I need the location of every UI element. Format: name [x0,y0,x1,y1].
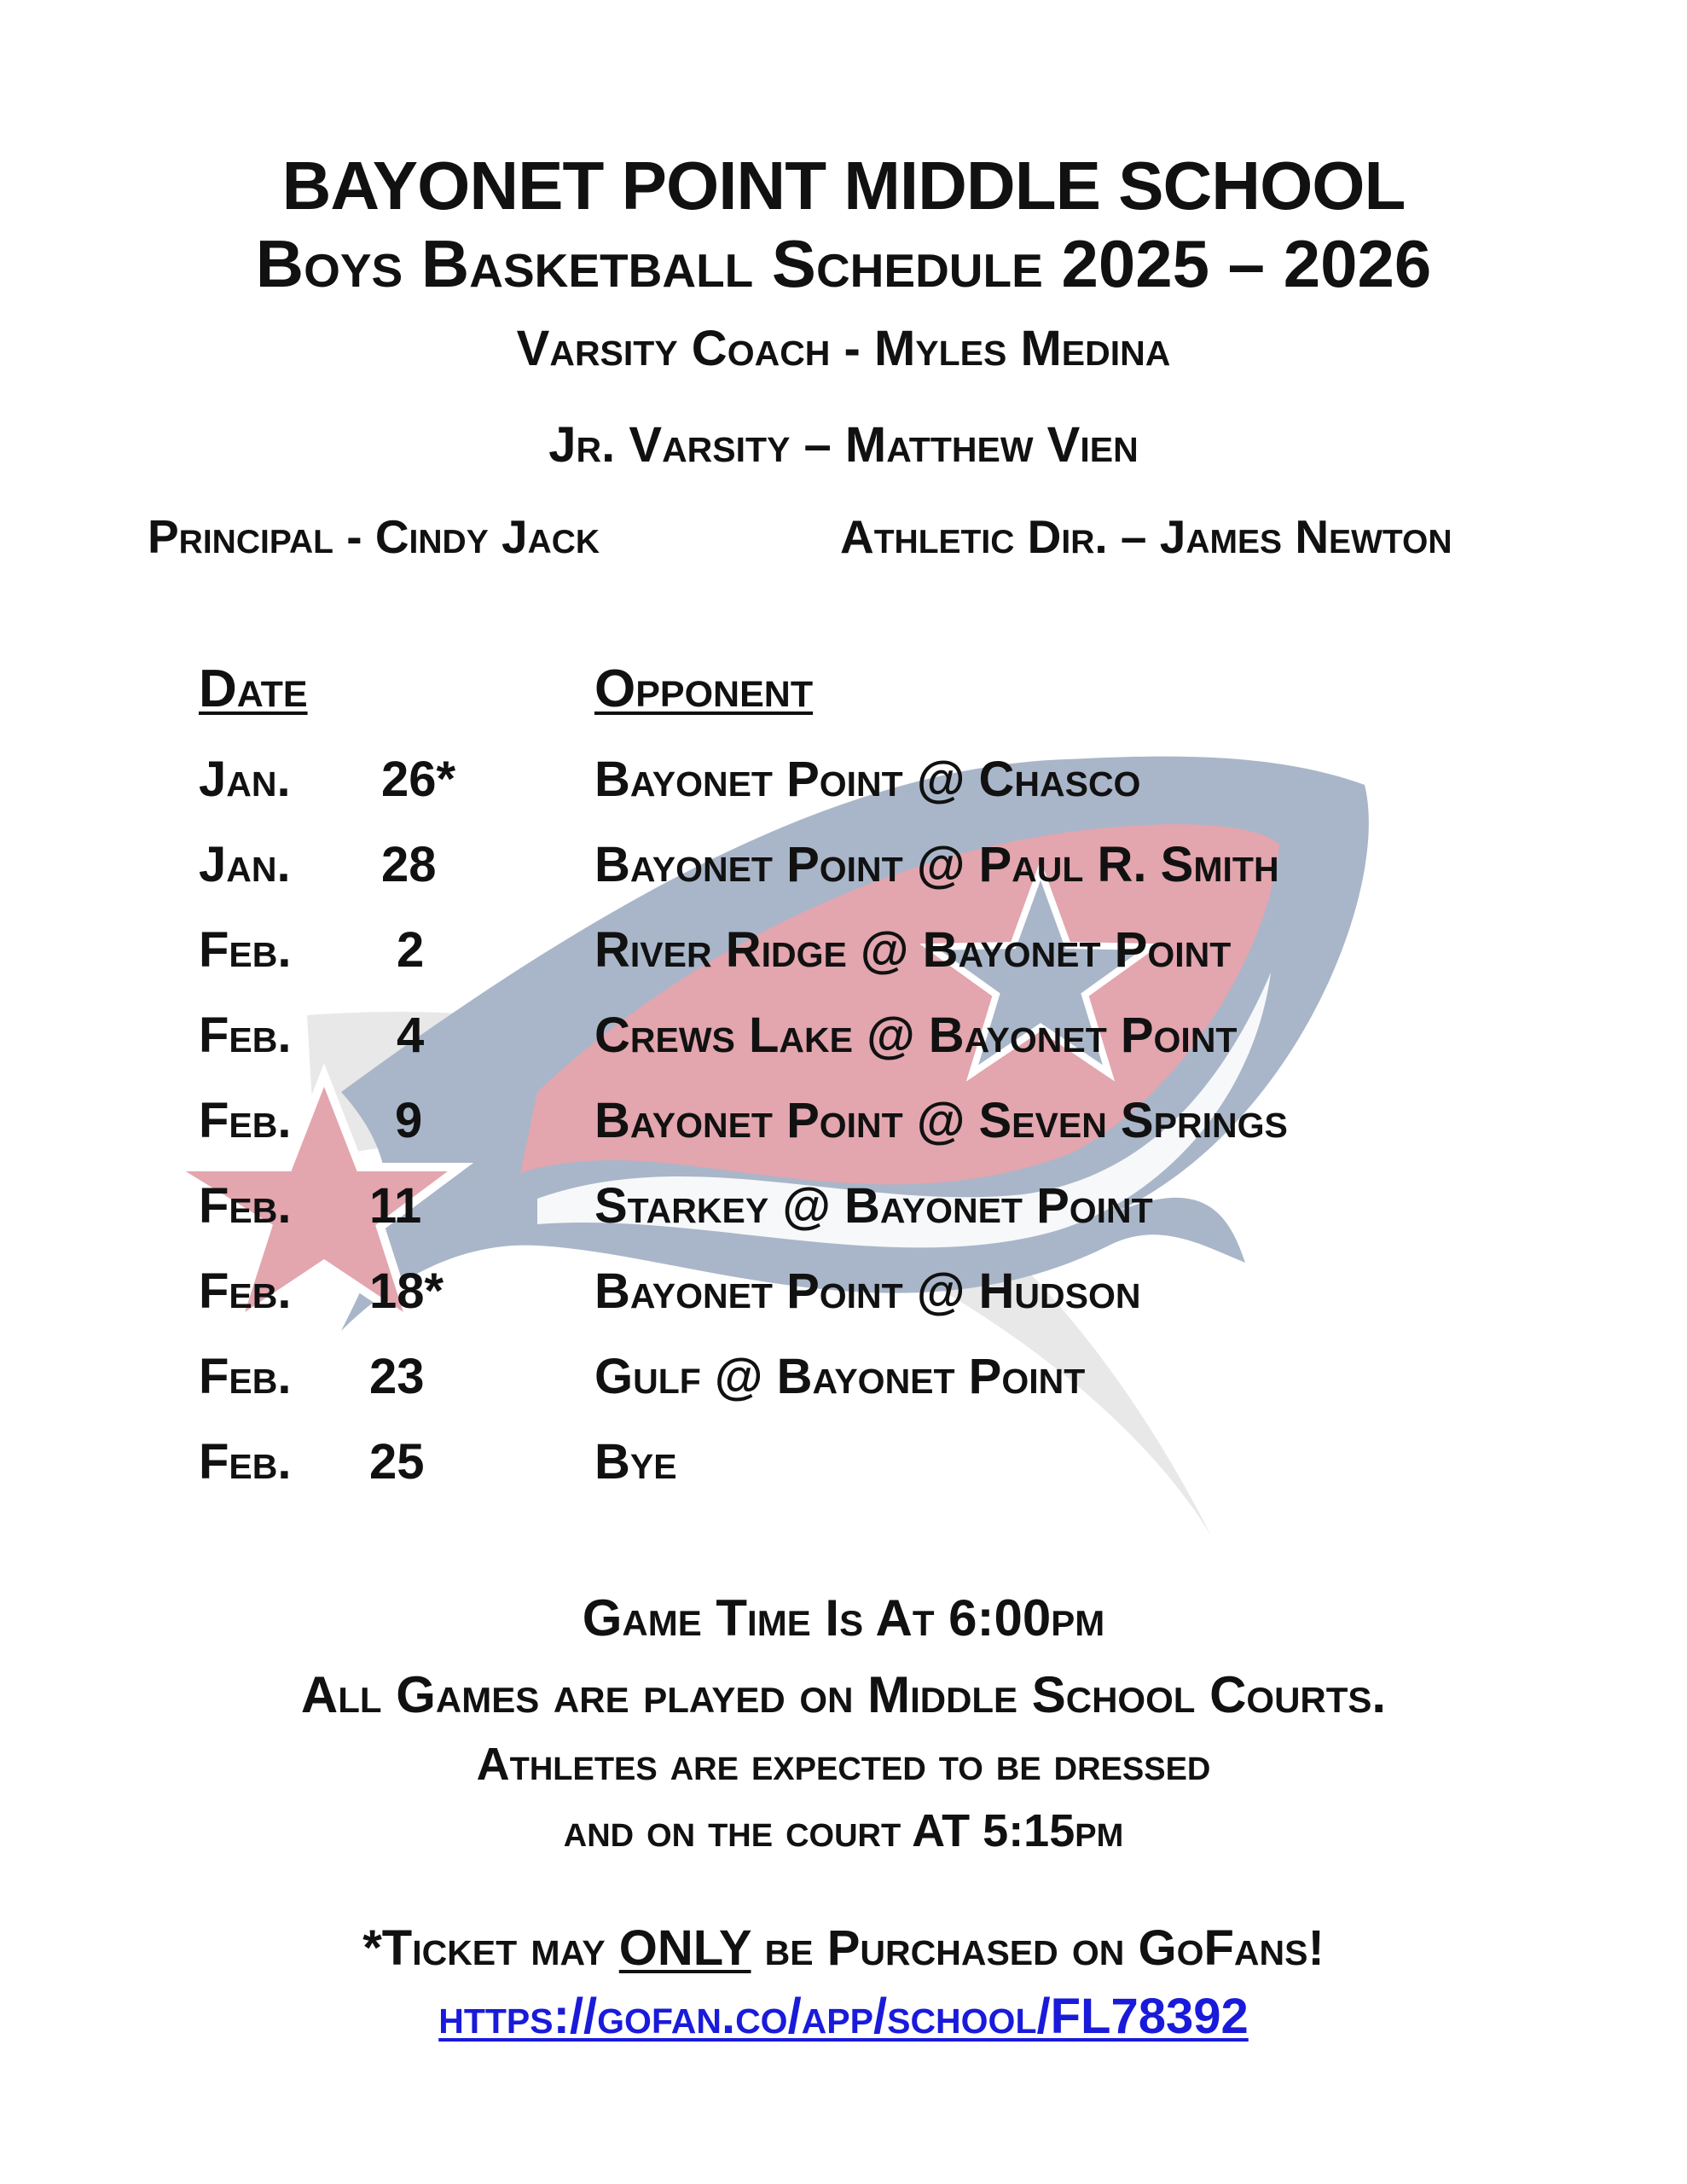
game-day: 18* [369,1263,444,1319]
game-day: 23 [369,1349,425,1404]
principal: Principal - Cindy Jack [148,510,600,563]
dressed-note-line1: Athletes are expected to be dressed [476,1739,1211,1790]
ticket-suffix: be Purchased on GoFans! [751,1920,1325,1976]
game-day: 4 [397,1008,425,1063]
game-month: Jan. [199,752,291,807]
game-month: Feb. [199,1178,292,1234]
game-month: Feb. [199,1349,292,1404]
ticket-note [0,1920,1687,1977]
game-opponent: River Ridge @ Bayonet Point [594,922,1232,978]
jv-coach: Jr. Varsity – Matthew Vien [548,417,1139,473]
game-opponent: Bayonet Point @ Paul R. Smith [594,837,1279,892]
game-opponent: Crews Lake @ Bayonet Point [594,1008,1238,1063]
date-column-header: Date [199,659,308,718]
dressed-note-line2: and on the court AT 5:15pm [563,1805,1124,1856]
game-day: 25 [369,1434,425,1490]
game-opponent: Bayonet Point @ Seven Springs [594,1093,1288,1148]
game-month: Feb. [199,1093,292,1148]
athletic-director: Athletic Dir. – James Newton [840,510,1452,563]
game-day: 28 [381,837,437,892]
schedule-subtitle: Boys Basketball Schedule 2025 – 2026 [255,226,1432,301]
varsity-coach: Varsity Coach - Myles Medina [516,321,1171,376]
school-title: BAYONET POINT MIDDLE SCHOOL [281,148,1406,224]
game-opponent: Bye [594,1434,677,1490]
game-day: 26* [381,752,456,807]
game-month: Feb. [199,1434,292,1490]
game-month: Feb. [199,1008,292,1063]
game-opponent: Gulf @ Bayonet Point [594,1349,1086,1404]
game-month: Feb. [199,1263,292,1319]
opponent-column-header: Opponent [594,659,814,718]
ticket-only: ONLY [618,1920,751,1976]
game-month: Feb. [199,922,292,978]
courts-note: All Games are played on Middle School Courts. [300,1666,1387,1723]
game-day: 9 [395,1093,423,1148]
game-month: Jan. [199,837,291,892]
game-opponent: Bayonet Point @ Hudson [594,1263,1141,1319]
game-opponent: Bayonet Point @ Chasco [594,752,1141,807]
game-opponent: Starkey @ Bayonet Point [594,1178,1153,1234]
gofan-link[interactable]: https://gofan.co/app/school/FL78392 [438,1989,1249,2044]
game-time-note: Game Time Is At 6:00pm [582,1589,1105,1647]
game-day: 11 [369,1178,422,1234]
ticket-prefix: *Ticket may [362,1920,619,1976]
game-day: 2 [397,922,425,978]
